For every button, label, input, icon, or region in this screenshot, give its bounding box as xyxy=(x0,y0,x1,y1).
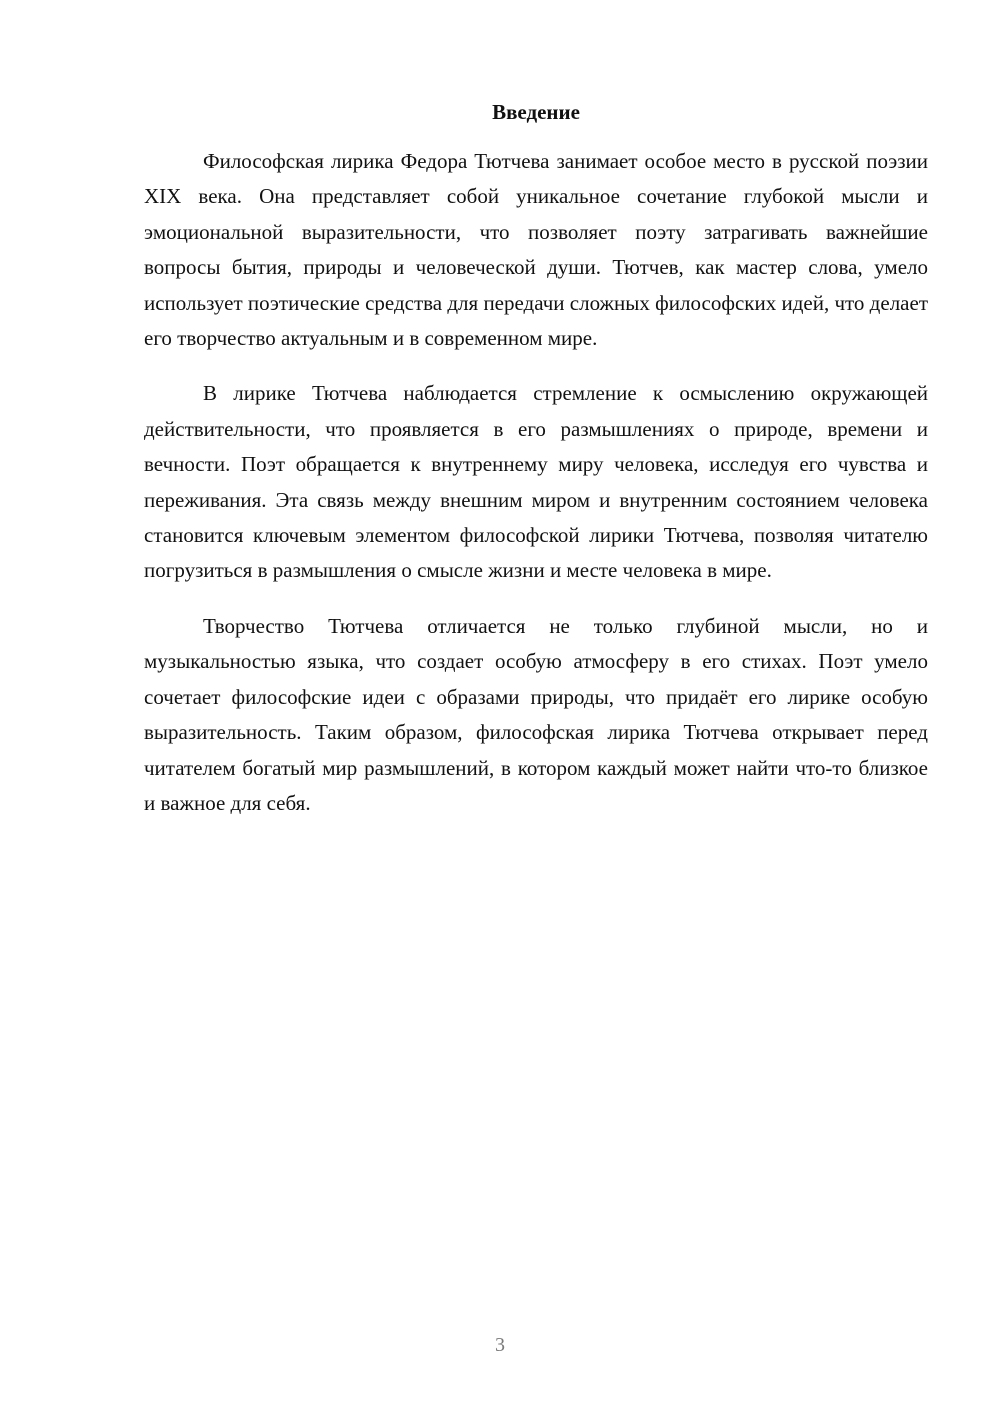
page-content xyxy=(144,98,928,841)
paragraph-1: Философская лирика Федора Тютчева занимает особое место в русской поэзии XIX века. Она представляет собой уникальное сочетание глубокой мысли и эмоциональной выразительности, что позволяет поэту затрагивать важнейшие вопросы бытия, природы и человеческой души. Тютчев, как мастер слова, умело использует поэтические средства для передачи сложных философских идей, что делает его творчество актуальным и в современном мире. xyxy=(144,149,928,351)
page-number: 3 xyxy=(495,1334,505,1356)
paragraph-3: Творчество Тютчева отличается не только глубиной мысли, но и музыкальностью языка, что создает особую атмосферу в его стихах. Поэт умело сочетает философские идеи с образами природы, что придаёт его лирике особую выразительность. Таким образом, философская лирика Тютчева открывает перед читателем богатый мир размышлений, в котором каждый может найти что-то близкое и важное для себя. xyxy=(144,613,928,815)
section-title: Введение xyxy=(492,100,580,124)
paragraph-2: В лирике Тютчева наблюдается стремление к осмыслению окружающей действительности, что проявляется в его размышлениях о природе, времени и вечности. Поэт обращается к внутреннему миру человека, исследуя его чувства и переживания. Эта связь между внешним миром и внутренним состоянием человека становится ключевым элементом философской лирики Тютчева, позволяя читателю погрузиться в размышления о смысле жизни и месте человека в мире. xyxy=(144,381,928,583)
